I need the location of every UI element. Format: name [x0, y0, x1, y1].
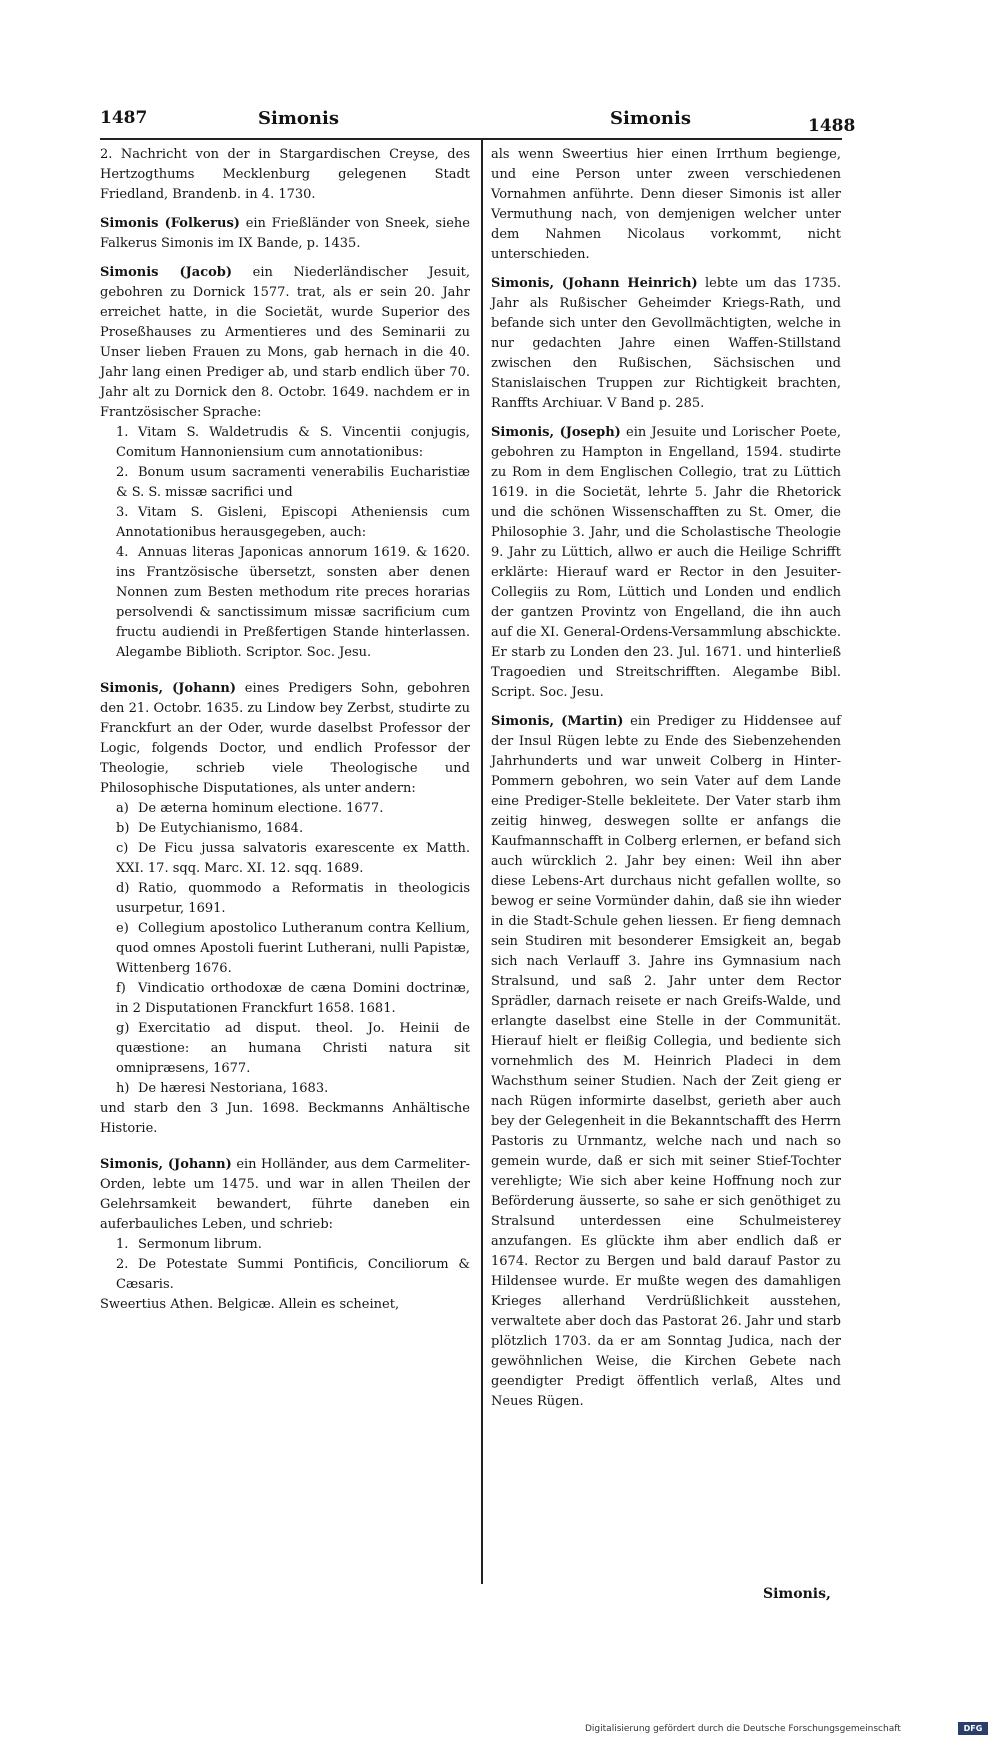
running-head-right: Simonis	[610, 108, 691, 129]
list-item: 1. Sermonum librum.	[116, 1237, 262, 1252]
list-item: c) De Ficu jussa salvatoris exarescente ex Matth. XXI. 17. sqq. Marc. XI. 12. sqq. 1689.	[116, 841, 470, 876]
column-divider	[481, 140, 483, 1584]
page-number-right: 1488	[808, 116, 856, 136]
list-item: 3. Vitam S. Gisleni, Episcopi Atheniensis cum Annotationibus herausgegeben, auch:	[116, 505, 470, 540]
list-item: h) De hæresi Nestoriana, 1683.	[116, 1081, 329, 1096]
running-head-left: Simonis	[258, 108, 339, 129]
entry-folkerus	[100, 214, 470, 254]
works-list-jacob	[116, 423, 470, 663]
text-johann-heinrich: lebte um das 1735. Jahr als Rußischer Geheimder Kriegs-Rath, und befande sich unter den Gevollmächtigten, welche in nur gedachten Jahre einen Waffen-Stillstand zwischen den Rußischen, Sächsischen und Stanislaischen Truppen zur Richtigkeit brachten, Ranffts Archiuar. V Band p. 285.	[491, 276, 841, 411]
page-number-left: 1487	[100, 108, 148, 128]
entry-johann-1	[100, 679, 470, 1139]
entry-martin	[491, 712, 841, 1412]
entry-johann-heinrich	[491, 274, 841, 414]
list-item: 2. Bonum usum sacramenti venerabilis Eucharistiæ & S. S. missæ sacrifici und	[116, 465, 470, 500]
dfg-logo: DFG	[958, 1722, 988, 1735]
lemma-joseph: Simonis, (Joseph)	[491, 425, 621, 440]
lemma-johann-1: Simonis, (Johann)	[100, 681, 237, 696]
list-item: 1. Vitam S. Waldetrudis & S. Vincentii conjugis, Comitum Hannoniensium cum annotationibus:	[116, 425, 470, 460]
entry-jacob	[100, 263, 470, 663]
text-folkerus: ein Frießländer von Sneek, siehe Falkerus Simonis im IX Bande, p. 1435.	[100, 216, 470, 251]
list-item: g) Exercitatio ad disput. theol. Jo. Heinii de quæstione: an humana Christi natura sit omnipræsens, 1677.	[116, 1021, 470, 1076]
page-header	[100, 100, 856, 136]
list-item: b) De Eutychianismo, 1684.	[116, 821, 304, 836]
text-joseph: ein Jesuite und Lorischer Poete, gebohren zu Hampton in Engelland, 1594. studirte zu Rom in dem Englischen Collegio, trat zu Lüttich 1619. in die Societät, lehrte 5. Jahr die Rhetorick und die schönen Wissenschafften zu St. Omer, die Philosophie 3. Jahr, und die Scholastische Theologie 9. Jahr zu Lüttich, allwo er auch die Heilige Schrifft erklärte: Hierauf ward er Rector in den Jesuiter-Collegiis zu Rom, Lüttich und Londen und endlich der gantzen Provintz von Engelland, die ihn auch auf die XI. General-Ordens-Versammlung abschickte. Er starb zu Londen den 23. Jul. 1671. und hinterließ Tragoedien und Streitschrifften. Alegambe Bibl. Script. Soc. Jesu.	[491, 425, 841, 700]
list-item: f) Vindicatio orthodoxæ de cæna Domini doctrinæ, in 2 Disputationen Franckfurt 1658. 1681.	[116, 981, 470, 1016]
entry-joseph	[491, 423, 841, 703]
left-column	[100, 145, 470, 1324]
text-johann-2: ein Holländer, aus dem Carmeliter-Orden, lebte um 1475. und war in allen Theilen der Gelehrsamkeit bewandert, führte daneben ein auferbauliches Leben, und schrieb:	[100, 1157, 470, 1232]
header-rule	[100, 138, 842, 140]
lemma-jacob: Simonis (Jacob)	[100, 265, 233, 280]
list-item: 4. Annuas literas Japonicas annorum 1619. & 1620. ins Frantzösische übersetzt, sonsten aber denen Nonnen zum Besten methodum rite preces horarias persolvendi & sanctissimum missæ sacrificium cum fructu audiendi in Preßfertigen Stande hinterlassen. Alegambe Biblioth. Scriptor. Soc. Jesu.	[116, 545, 470, 660]
right-column	[491, 145, 841, 1421]
text-martin: ein Prediger zu Hiddensee auf der Insul Rügen lebte zu Ende des Siebenzehenden Jahrhunderts und war unweit Colberg in Hinter-Pommern gebohren, wo sein Vater auf dem Lande eine Prediger-Stelle bekleitete. Der Vater starb ihm zeitig hinweg, deswegen sollte er anfangs die Kaufmannschafft in Colberg erlernen, er befand sich auch würcklich 2. Jahr bey einen: Weil ihn aber diese Lebens-Art durchaus nicht gefallen wollte, so bewog er seine Vormünder dahin, daß sie ihn wieder in die Stadt-Schule gehen liessen. Er fieng demnach sein Studiren mit besonderer Emsigkeit an, begab sich nach Verlauff 3. Jahre ins Gymnasium nach Stralsund, und saß 2. Jahr unter dem Rector Sprädler, darnach reisete er nach Greifs-Walde, und erlangte daselbst eine Stelle in der Communität. Hierauf hielt er fleißig Collegia, und bediente sich vornehmlich des M. Heinrich Pladeci in dem Wachsthum seiner Studien. Nach der Zeit gieng er nach Rügen informirte daselbst, gerieth aber auch bey der Gelegenheit in die Bekanntschafft des Herrn Pastoris zu Urnmantz, welche nach und nach so gemein wurde, daß er sich mit seiner Stief-Tochter verehligte; Wie sich aber keine Hoffnung noch zur Beförderung äusserte, so sahe er sich genöthiget zu Stralsund unterdessen eine Schulmeisterey anzufangen. Es glückte ihm aber endlich daß er 1674. Rector zu Bergen und bald darauf Pastor zu Hildensee wurde. Er mußte wegen des damahligen Krieges allerhand Verdrüßlichkeit ausstehen, verwaltete aber doch das Pastorat 26. Jahr und starb plötzlich 1703. da er am Sonntag Judica, nach der gewöhnlichen Weise, die Kirchen Gebete nach geendigter Predigt öffentlich verlaß, Altes und Neues Rügen.	[491, 714, 842, 1409]
works-list-johann-1	[116, 799, 470, 1099]
catchword: Simonis,	[763, 1586, 831, 1602]
list-item: 2. De Potestate Summi Pontificis, Conciliorum & Cæsaris.	[116, 1257, 470, 1292]
digitization-credit: Digitalisierung gefördert durch die Deutsche Forschungsgemeinschaft	[585, 1724, 901, 1734]
text-jacob: ein Niederländischer Jesuit, gebohren zu Dornick 1577. trat, als er sein 20. Jahr erreichet hatte, in die Societät, wurde Superior des Proseßhauses zu Armentieres und des Seminarii zu Unser lieben Frauen zu Mons, gab hernach in die 40. Jahr lang einen Prediger ab, und starb endlich über 70. Jahr alt zu Dornick den 8. Octobr. 1649. nachdem er in Frantzösischer Sprache:	[100, 265, 470, 420]
list-item: d) Ratio, quommodo a Reformatis in theologicis usurpetur, 1691.	[116, 881, 470, 916]
intro-paragraph: 2. Nachricht von der in Stargardischen Creyse, des Hertzogthums Mecklenburg gelegenen Stadt Friedland, Brandenb. in 4. 1730.	[100, 147, 470, 202]
closing-johann-1: und starb den 3 Jun. 1698. Beckmanns Anhältische Historie.	[100, 1101, 470, 1136]
entry-johann-2	[100, 1155, 470, 1315]
lemma-johann-heinrich: Simonis, (Johann Heinrich)	[491, 276, 698, 291]
lemma-martin: Simonis, (Martin)	[491, 714, 624, 729]
continuation-paragraph: als wenn Sweertius hier einen Irrthum begienge, und eine Person unter zween verschiedenen Vornahmen anführte. Denn dieser Simonis ist aller Vermuthung nach, von demjenigen welcher unter dem Nahmen Nicolaus vorkommt, nicht unterschieden.	[491, 147, 841, 262]
text-johann-1: eines Predigers Sohn, gebohren den 21. Octobr. 1635. zu Lindow bey Zerbst, studirte zu Franckfurt an der Oder, wurde daselbst Professor der Logic, folgends Doctor, und endlich Professor der Theologie, schrieb viele Theologische und Philosophische Disputationes, als unter andern:	[100, 681, 470, 796]
list-item: e) Collegium apostolico Lutheranum contra Kellium, quod omnes Apostoli fuerint Lutherani, nulli Papistæ, Wittenberg 1676.	[116, 921, 470, 976]
lemma-folkerus: Simonis (Folkerus)	[100, 216, 240, 231]
works-list-johann-2	[116, 1235, 470, 1295]
closing-johann-2: Sweertius Athen. Belgicæ. Allein es scheinet,	[100, 1297, 400, 1312]
list-item: a) De æterna hominum electione. 1677.	[116, 801, 384, 816]
lemma-johann-2: Simonis, (Johann)	[100, 1157, 232, 1172]
